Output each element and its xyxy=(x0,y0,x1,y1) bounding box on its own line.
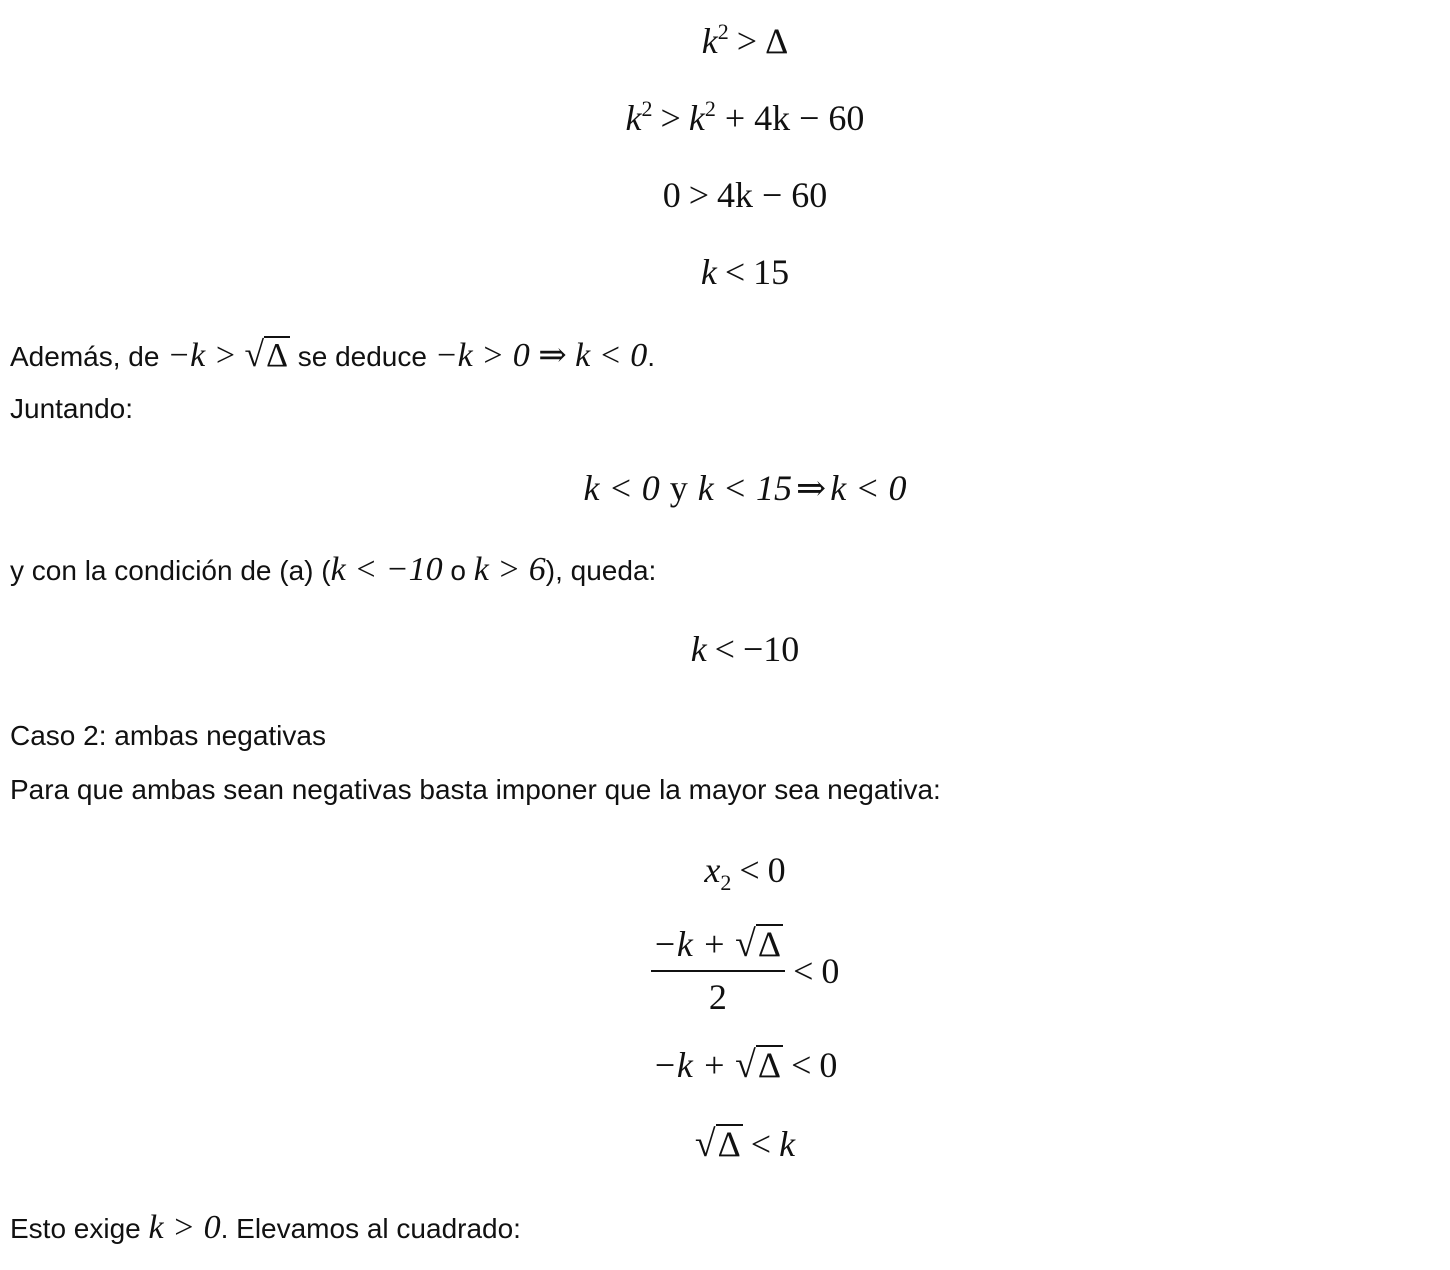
math-var: k xyxy=(690,629,707,669)
equation-k-lt-15 xyxy=(0,250,1450,294)
paragraph-juntando: Juntando: xyxy=(10,393,133,424)
math-expression: k < 15 xyxy=(697,468,793,508)
math-operator: < xyxy=(724,252,746,292)
math-exponent: 2 xyxy=(704,96,716,121)
inline-math: −k > 0 ⇒ k < 0 xyxy=(434,337,648,374)
paragraph-text: se deduce xyxy=(289,341,435,372)
equation-linear-radical-lt-0 xyxy=(0,1043,1450,1087)
paragraph-text: o xyxy=(442,555,474,586)
square-root xyxy=(735,1043,783,1087)
math-symbol: Δ xyxy=(765,21,789,61)
math-operator: > xyxy=(736,21,758,61)
math-operator: < xyxy=(714,629,735,669)
paragraph-esto-exige xyxy=(10,1208,521,1249)
inline-math: k < −10 xyxy=(330,551,443,588)
square-root xyxy=(244,334,289,376)
inline-math: k > 6 xyxy=(473,551,546,588)
equation-fraction-lt-0 xyxy=(0,922,1450,1020)
radicand: Δ xyxy=(757,924,782,964)
radicand: Δ xyxy=(266,337,288,374)
equation-k-squared-gt-delta xyxy=(0,19,1450,63)
radicand: Δ xyxy=(757,1045,782,1085)
section-heading-caso-2: Caso 2: ambas negativas xyxy=(10,720,326,751)
fraction-denominator: 2 xyxy=(651,970,785,1020)
math-var: k xyxy=(700,252,717,292)
math-var: k xyxy=(625,98,642,138)
equation-combined-conditions xyxy=(0,466,1450,510)
math-number: 0 xyxy=(767,850,786,890)
radicand: Δ xyxy=(717,1124,741,1164)
inline-math: −k > xyxy=(167,337,237,374)
radical-sign: √ xyxy=(735,1044,756,1086)
math-fraction xyxy=(651,922,785,1020)
math-subscript: 2 xyxy=(720,870,732,895)
math-number: 15 xyxy=(753,252,790,292)
math-expression: + 4k − 60 xyxy=(724,98,865,138)
math-expression: 4k − 60 xyxy=(717,175,828,215)
square-root xyxy=(695,1122,743,1166)
math-operator: > xyxy=(660,98,681,138)
math-number: 0 xyxy=(819,1045,838,1085)
math-expression: −k + xyxy=(652,924,727,964)
math-number: −10 xyxy=(742,629,800,669)
math-var: k xyxy=(688,98,705,138)
paragraph-condicion-a xyxy=(10,550,656,591)
math-number: 0 xyxy=(662,175,681,215)
paragraph-ademas xyxy=(10,334,655,377)
math-exponent: 2 xyxy=(641,96,653,121)
math-operator: > xyxy=(688,175,709,215)
math-operator: < xyxy=(750,1124,772,1164)
math-var: k xyxy=(779,1124,796,1164)
math-expression: k < 0 xyxy=(583,468,660,508)
math-exponent: 2 xyxy=(717,19,729,44)
equation-x2-lt-0 xyxy=(0,848,1450,895)
equation-expanded-discriminant xyxy=(0,96,1450,140)
paragraph-para-que: Para que ambas sean negativas basta imponer que la mayor sea negativa: xyxy=(10,774,941,805)
math-operator: < xyxy=(791,1045,812,1085)
math-operator: < xyxy=(793,951,814,991)
math-var: x xyxy=(704,850,721,890)
paragraph-text: y con la condición de (a) ( xyxy=(10,555,331,586)
fraction-numerator xyxy=(651,922,785,970)
square-root xyxy=(735,922,783,966)
math-var: k xyxy=(701,21,718,61)
inline-math: k > 0 xyxy=(148,1209,221,1246)
math-expression: k < 0 xyxy=(830,468,907,508)
paragraph-text: . Elevamos al cuadrado: xyxy=(220,1213,521,1244)
math-expression: −k + xyxy=(652,1045,727,1085)
math-number: 0 xyxy=(821,951,840,991)
math-operator: ⇒ xyxy=(796,468,827,508)
paragraph-text: ), queda: xyxy=(545,555,657,586)
paragraph-text: . xyxy=(647,341,655,372)
radical-sign: √ xyxy=(735,923,756,965)
radical-sign: √ xyxy=(694,1123,716,1165)
paragraph-text: Además, de xyxy=(10,341,168,372)
radical-sign: √ xyxy=(244,334,265,374)
equation-zero-gt-linear xyxy=(0,173,1450,217)
equation-k-lt-minus-10 xyxy=(0,627,1450,671)
equation-radical-lt-k xyxy=(0,1122,1450,1166)
paragraph-text: Esto exige xyxy=(10,1213,149,1244)
math-word: y xyxy=(669,468,688,508)
math-operator: < xyxy=(739,850,760,890)
